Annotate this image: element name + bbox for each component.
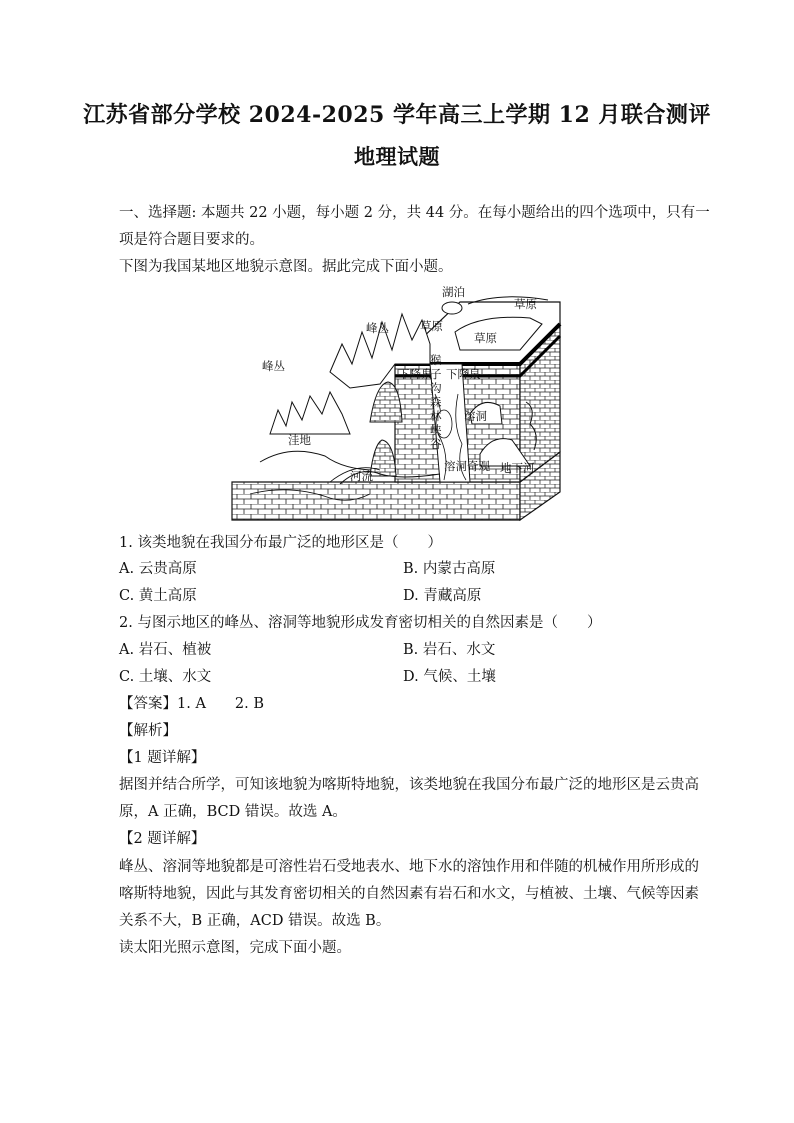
section-heading-line1: 一、选择题: 本题共 22 小题，每小题 2 分，共 44 分。在每小题给出的四个选项中，只有一 xyxy=(119,205,710,221)
label-canyon-char: 峡 xyxy=(430,423,442,437)
section-heading-line2: 项是符合题目要求的。 xyxy=(119,232,264,248)
label-grass-1: 草原 xyxy=(514,297,537,311)
label-canyon xyxy=(430,353,442,451)
question-1-option-b: B. 内蒙古高原 xyxy=(403,561,496,577)
label-canyon-char: 猴 xyxy=(430,353,442,367)
label-grass-2: 草原 xyxy=(420,319,443,333)
question-2-option-c: C. 土壤、水文 xyxy=(119,669,212,685)
question-2-stem: 2. 与图示地区的峰丛、溶洞等地貌形成发育密切相关的自然因素是（ ） xyxy=(119,615,602,631)
detail-2-line3: 关系不大，B 正确，ACD 错误。故选 B。 xyxy=(119,913,391,929)
detail-2-heading: 【2 题详解】 xyxy=(119,831,206,847)
label-spring-2: 下降泉 xyxy=(446,367,481,381)
question-1-option-c: C. 黄土高原 xyxy=(119,588,197,604)
question-2-option-b: B. 岩石、水文 xyxy=(403,642,496,658)
label-depression: 洼地 xyxy=(288,433,311,447)
label-underground-river: 地下河 xyxy=(500,461,535,475)
label-peak-cluster-2: 峰丛 xyxy=(262,359,285,373)
detail-1-line2: 原，A 正确，BCD 错误。故选 A。 xyxy=(119,804,347,820)
analysis-heading: 【解析】 xyxy=(119,723,177,739)
label-canyon-char: 森 xyxy=(430,395,442,409)
question-2-option-a: A. 岩石、植被 xyxy=(119,642,212,658)
question-2-option-d: D. 气候、土壤 xyxy=(403,669,496,685)
detail-1-heading: 【1 题详解】 xyxy=(119,750,206,766)
karst-landform-figure xyxy=(230,284,568,524)
intro-text-1: 下图为我国某地区地貌示意图。据此完成下面小题。 xyxy=(119,259,453,275)
detail-1-line1: 据图并结合所学，可知该地貌为喀斯特地貌，该类地貌在我国分布最广泛的地形区是云贵高 xyxy=(119,777,699,793)
label-peak-cluster-1: 峰丛 xyxy=(366,321,389,335)
question-1-stem: 1. 该类地貌在我国分布最广泛的地形区是（ ） xyxy=(119,535,442,551)
label-canyon-char: 谷 xyxy=(430,437,442,451)
label-lake: 湖泊 xyxy=(442,285,465,299)
answer-line: 【答案】1. A 2. B xyxy=(119,696,265,712)
label-cave: 溶洞 xyxy=(464,409,487,423)
document-subtitle: 地理试题 xyxy=(354,144,440,169)
detail-2-line2: 喀斯特地貌，因此与其发育密切相关的自然因素有岩石和水文，与植被、土壤、气候等因素 xyxy=(119,886,699,902)
label-spring-1: 下降泉 xyxy=(398,367,433,381)
label-grass-3: 草原 xyxy=(474,331,497,345)
label-karst-cave: 溶洞奇观 xyxy=(444,459,490,473)
document-title: 江苏省部分学校 2024-2025 学年高三上学期 12 月联合测评 xyxy=(83,102,711,128)
intro-text-2: 读太阳光照示意图，完成下面小题。 xyxy=(119,940,351,956)
question-1-option-a: A. 云贵高原 xyxy=(119,561,197,577)
label-canyon-char: 沟 xyxy=(430,381,442,395)
label-canyon-char: 子 xyxy=(430,367,442,381)
question-1-option-d: D. 青藏高原 xyxy=(403,588,482,604)
label-canyon-char: 林 xyxy=(430,409,442,423)
detail-2-line1: 峰丛、溶洞等地貌都是可溶性岩石受地表水、地下水的溶蚀作用和伴随的机械作用所形成的 xyxy=(119,859,699,875)
label-river: 河流 xyxy=(350,469,373,483)
